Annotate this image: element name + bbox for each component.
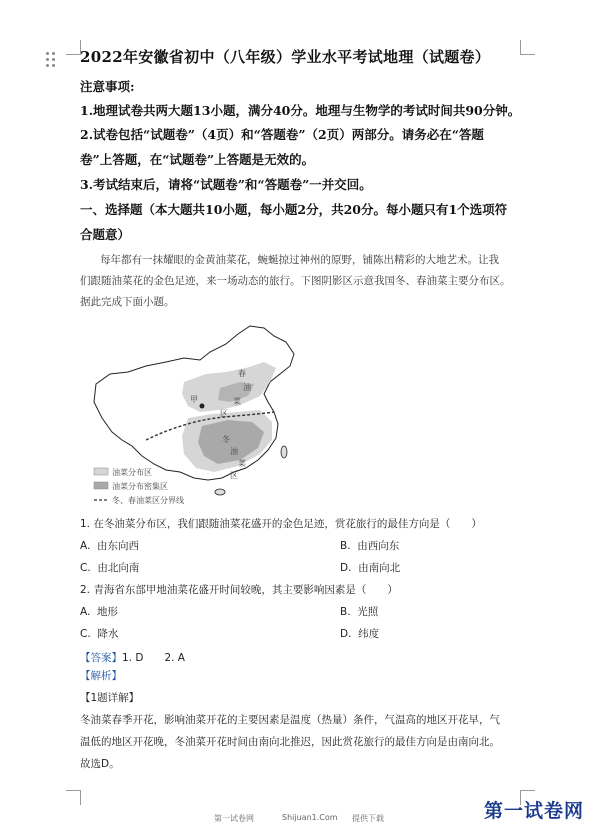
drag-handle-icon[interactable]: [46, 52, 56, 68]
option-b[interactable]: B. 由西向东: [340, 540, 400, 552]
page-corner-mark: [66, 40, 81, 55]
intro-text: 据此完成下面小题。: [80, 296, 175, 308]
map-region-label: 菜: [233, 397, 241, 406]
explanation-text: 温低的地区开花晚，冬油菜开花时间由南向北推迟，因此赏花旅行的最佳方向是由南向北。: [80, 736, 500, 748]
brand-logo: 第一试卷网: [484, 800, 585, 822]
intro-text: 们跟随油菜花的金色足迹，来一场动态的旅行。下图阴影区示意我国冬、春油菜主要分布区。: [80, 275, 511, 287]
map-region-label: 区: [230, 471, 238, 480]
option-a[interactable]: A. 地形: [80, 606, 119, 618]
map-region-label: 菜: [238, 459, 246, 468]
option-d[interactable]: D. 纬度: [340, 628, 380, 640]
map-region-label: 油: [243, 383, 251, 392]
notice-line: 1.地理试卷共两大题13小题，满分40分。地理与生物学的考试时间共90分钟。: [80, 103, 521, 118]
location-jia-marker: [200, 404, 205, 409]
notice-line: 3.考试结束后，请将“试题卷”和“答题卷”一并交回。: [80, 177, 372, 192]
legend-label: 油菜分布密集区: [112, 482, 168, 491]
detail-label: 【1题详解】: [80, 692, 140, 704]
page-title: 2022年安徽省初中（八年级）学业水平考试地理（试题卷）: [80, 48, 491, 66]
legend-swatch-light: [94, 468, 108, 475]
hainan-island: [215, 489, 225, 495]
footer-download[interactable]: 提供下载: [352, 814, 384, 823]
map-region-label: 甲: [190, 395, 198, 404]
option-c[interactable]: C. 降水: [80, 628, 119, 640]
answer-text: 1. D 2. A: [122, 652, 185, 664]
legend-label: 油菜分布区: [112, 468, 152, 477]
page-corner-mark: [520, 40, 535, 55]
footer-site-name: 第一试卷网: [214, 814, 254, 823]
section-heading: 一、选择题（本大题共10小题，每小题2分，共20分。每小题只有1个选项符: [80, 202, 508, 217]
page-corner-mark: [66, 790, 81, 805]
answer-line: [80, 646, 185, 665]
option-c[interactable]: C. 由北向南: [80, 562, 140, 574]
map-region-label: 冬: [222, 435, 230, 444]
map-region-label: 油: [230, 447, 238, 456]
notice-heading: 注意事项:: [80, 79, 135, 94]
analysis-label: 【解析】: [80, 670, 122, 682]
map-region-label: 春: [238, 369, 246, 378]
legend-swatch-dense: [94, 482, 108, 489]
notice-line: 卷”上答题，在“试题卷”上答题是无效的。: [80, 152, 315, 167]
taiwan-island: [281, 446, 287, 458]
section-heading: 合题意）: [80, 227, 131, 242]
answer-label: 【答案】: [80, 652, 122, 664]
option-d[interactable]: D. 由南向北: [340, 562, 401, 574]
question-stem: 1. 在冬油菜分布区，我们跟随油菜花盛开的金色足迹，赏花旅行的最佳方向是（ ）: [80, 518, 482, 530]
legend-label: 冬、春油菜区分界线: [112, 496, 184, 505]
option-a[interactable]: A. 由东向西: [80, 540, 140, 552]
explanation-text: 冬油菜春季开花，影响油菜开花的主要因素是温度（热量）条件，气温高的地区开花早，气: [80, 714, 500, 726]
question-stem: 2. 青海省东部甲地油菜花盛开时间较晚，其主要影响因素是（ ）: [80, 584, 398, 596]
rapeseed-distribution-map: [88, 322, 320, 514]
map-region-label: 区: [220, 409, 228, 418]
footer-domain[interactable]: Shijuan1.Com: [282, 813, 338, 822]
intro-text: 每年都有一抹耀眼的金黄油菜花，蜿蜒掠过神州的原野，铺陈出精彩的大地艺术。让我: [100, 254, 499, 266]
notice-line: 2.试卷包括“试题卷”（4页）和“答题卷”（2页）两部分。请务必在“答题: [80, 127, 484, 142]
explanation-text: 故选D。: [80, 758, 120, 770]
option-b[interactable]: B. 光照: [340, 606, 379, 618]
